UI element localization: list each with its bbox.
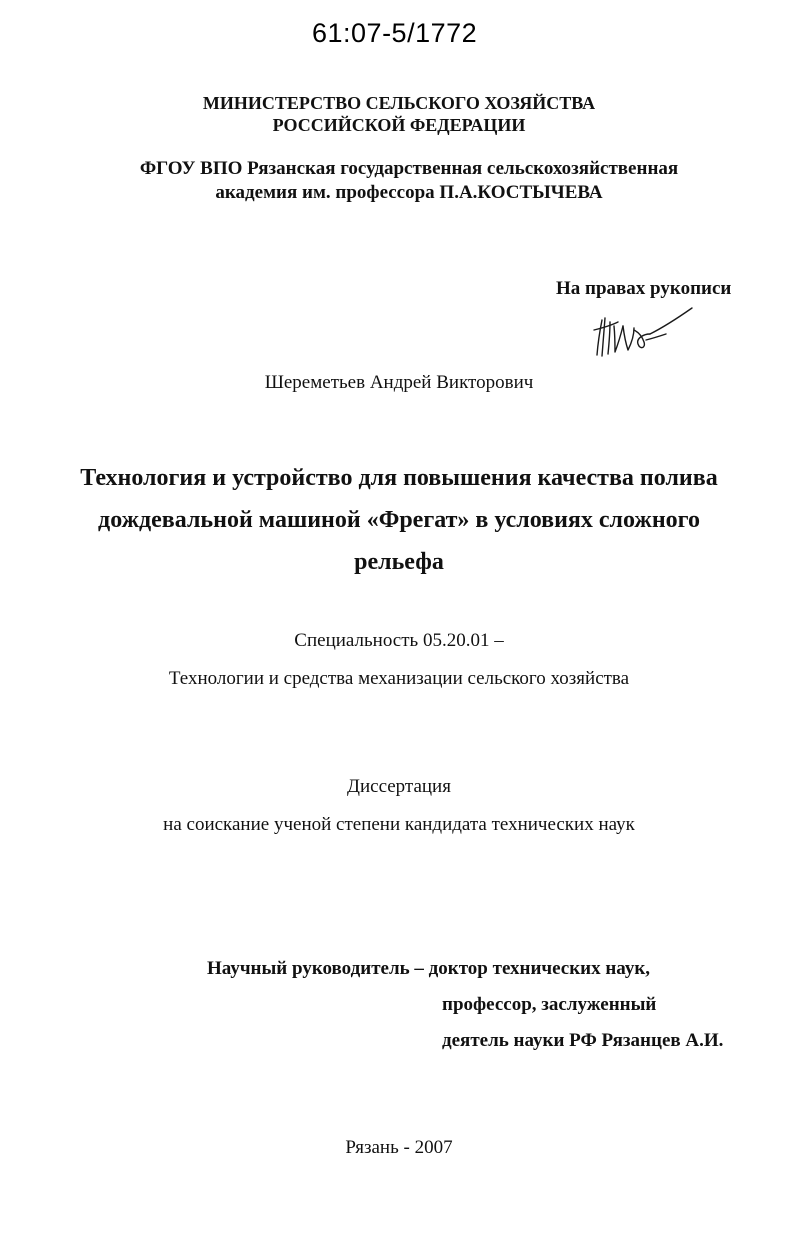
specialty-name: Технологии и средства механизации сельского хозяйства (168, 668, 630, 689)
signature-icon (588, 300, 698, 362)
supervisor-line-1: Научный руководитель – доктор технических наук, (207, 958, 651, 979)
title-line-1: Технология и устройство для повышения качества полива (80, 465, 718, 491)
supervisor-line-2: профессор, заслуженный (442, 994, 657, 1015)
dissertation-degree: на соискание ученой степени кандидата технических наук (163, 814, 635, 835)
ministry-line-2: РОССИЙСКОЙ ФЕДЕРАЦИИ (272, 115, 526, 135)
title-line-3: рельефа (354, 549, 444, 575)
registry-number: 61:07-5/1772 (312, 18, 478, 48)
ministry-line-1: МИНИСТЕРСТВО СЕЛЬСКОГО ХОЗЯЙСТВА (202, 93, 596, 113)
dissertation-label: Диссертация (347, 776, 451, 797)
academy-line-2: академия им. профессора П.А.КОСТЫЧЕВА (215, 182, 603, 203)
author-name: Шереметьев Андрей Викторович (264, 372, 534, 393)
academy-line-1: ФГОУ ВПО Рязанская государственная сельскохозяйственная (139, 158, 679, 179)
specialty-code: Специальность 05.20.01 – (294, 630, 504, 651)
manuscript-rights: На правах рукописи (556, 278, 732, 299)
title-line-2: дождевальной машиной «Фрегат» в условиях сложного (98, 507, 700, 533)
city-year: Рязань - 2007 (345, 1137, 453, 1158)
supervisor-line-3: деятель науки РФ Рязанцев А.И. (442, 1030, 724, 1051)
